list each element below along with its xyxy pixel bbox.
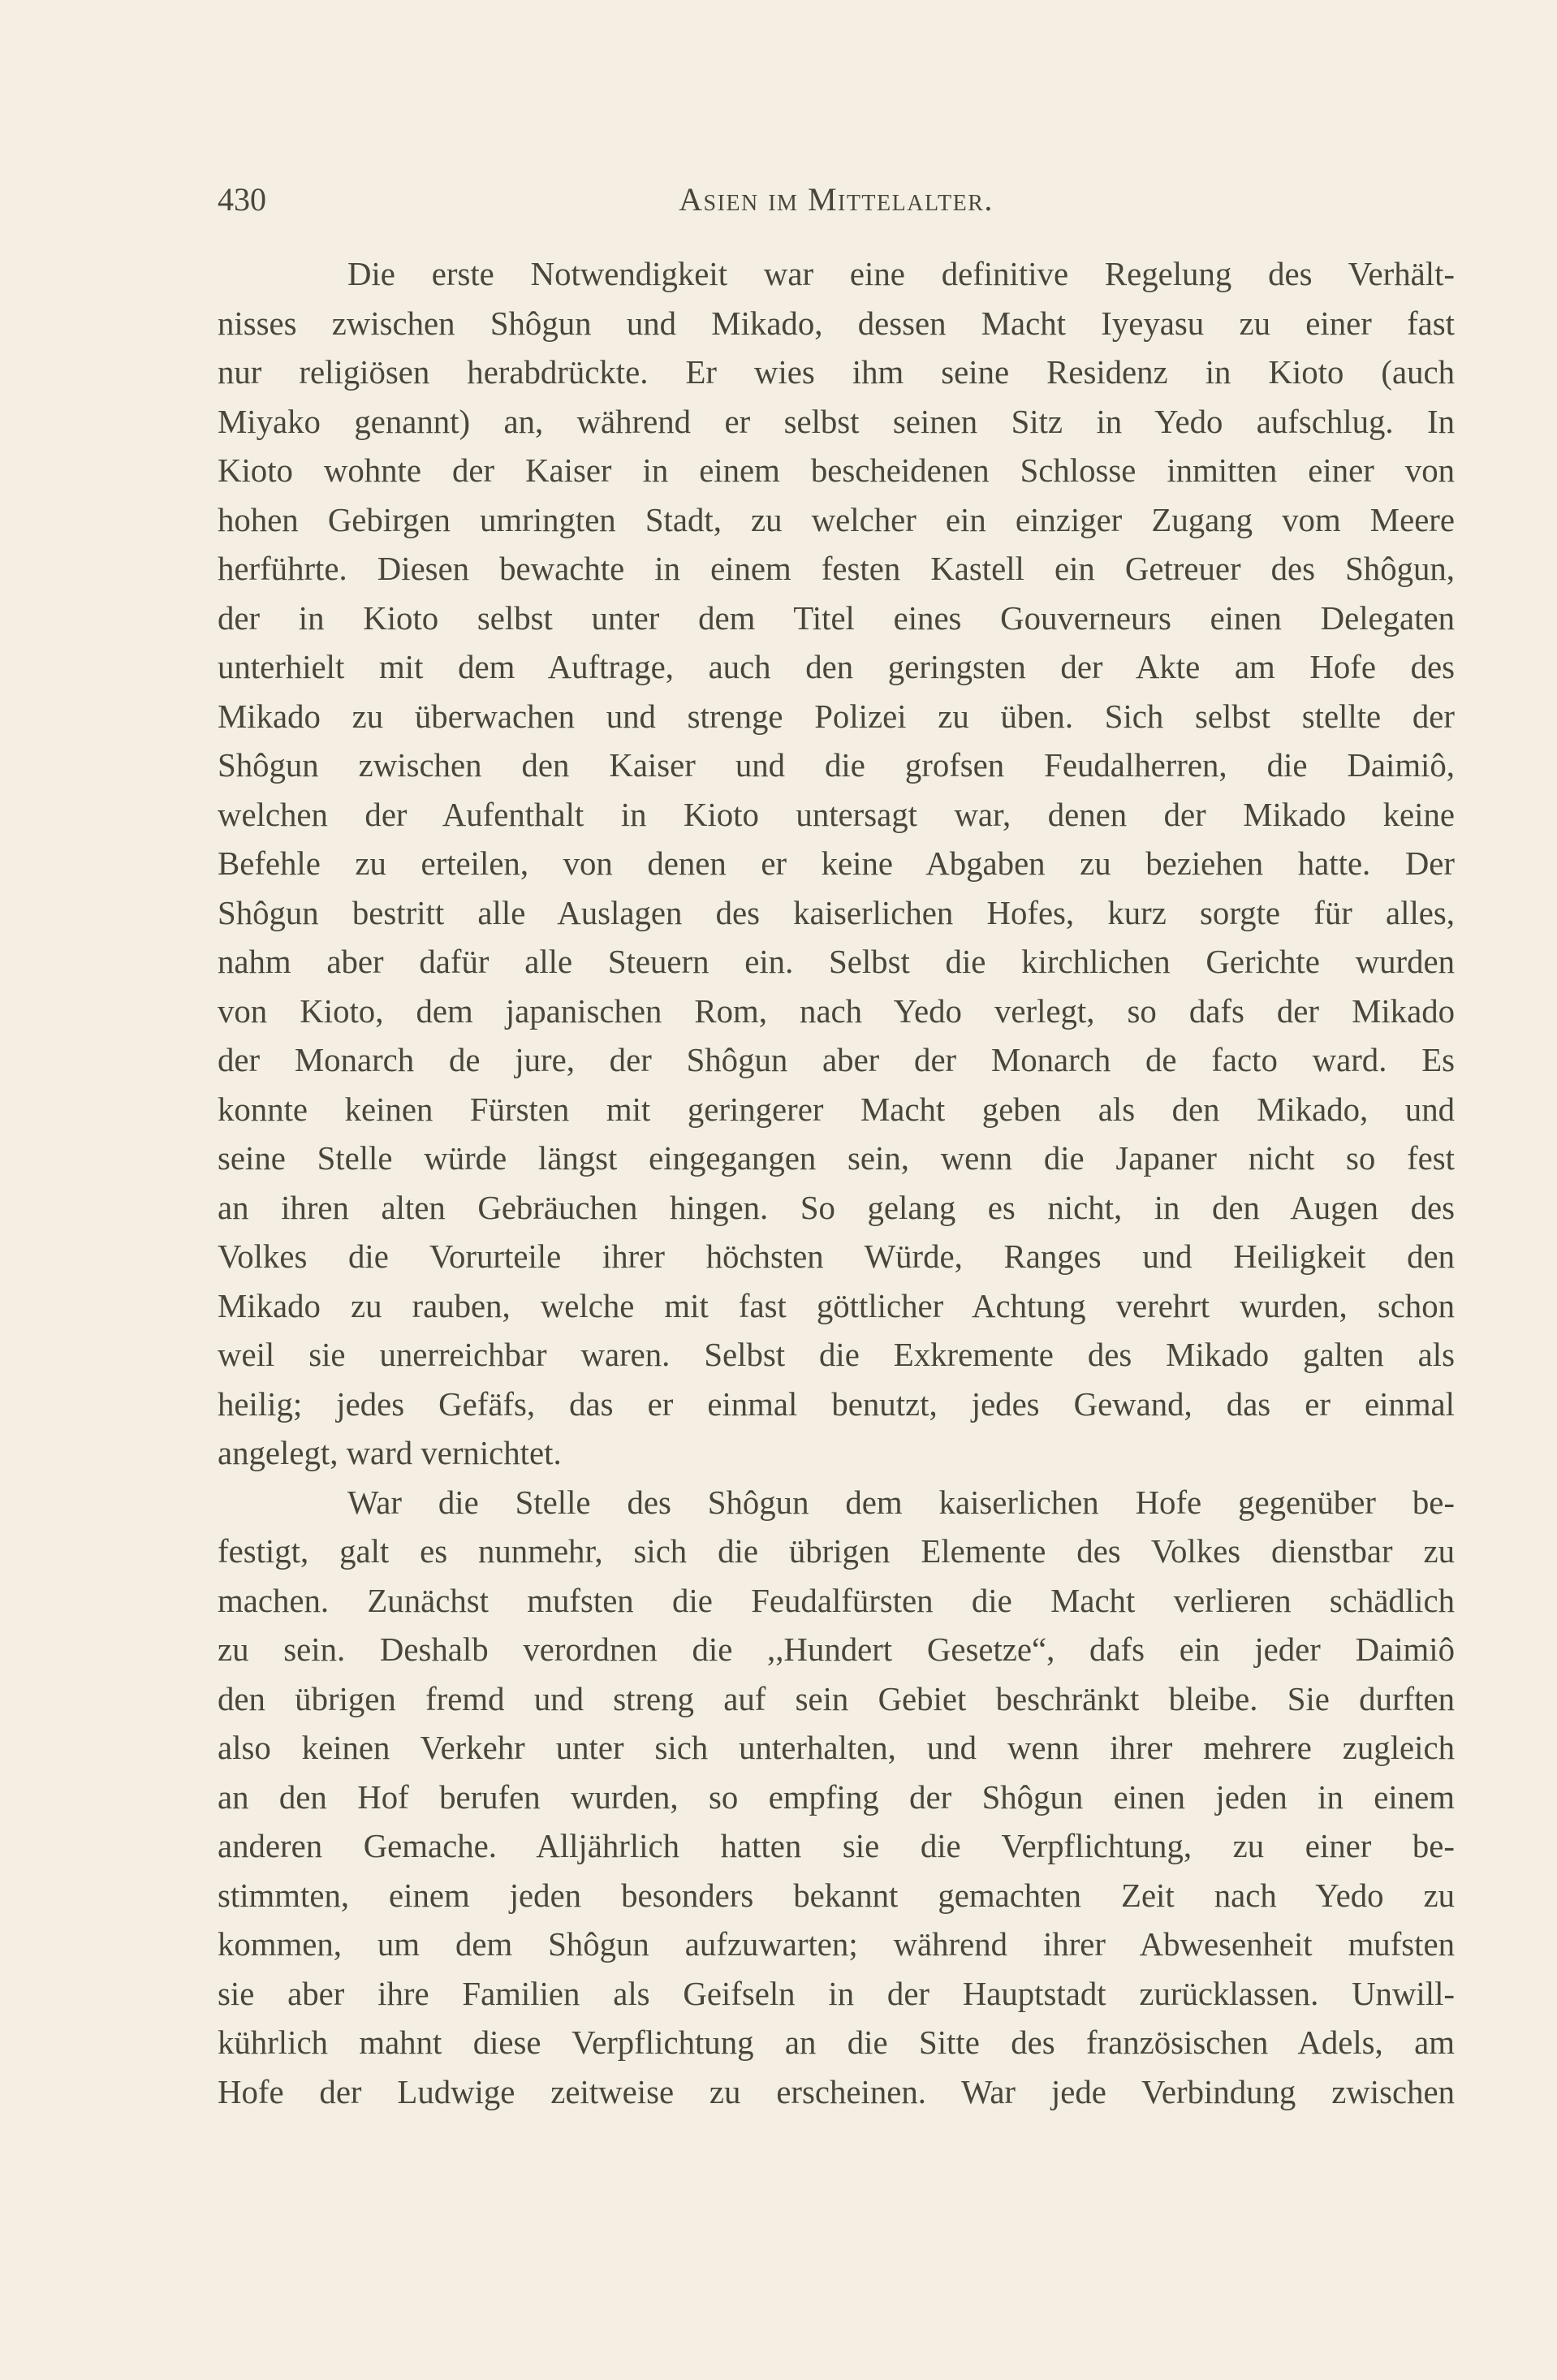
text-line: den übrigen fremd und streng auf sein Gebiet beschränkt bleibe. Sie durften [218, 1680, 1455, 1717]
text-line: Miyako genannt) an, während er selbst seinen Sitz in Yedo aufschlug. In [218, 403, 1455, 440]
paragraph [218, 250, 1455, 1479]
page-number: 430 [218, 181, 266, 218]
text-line: an ihren alten Gebräuchen hingen. So gelang es nicht, in den Augen des [218, 1189, 1455, 1226]
text-line: der in Kioto selbst unter dem Titel eines Gouverneurs einen Delegaten [218, 599, 1455, 637]
text-line: Mikado zu rauben, welche mit fast göttlicher Achtung verehrt wurden, schon [218, 1287, 1455, 1324]
text-line: kommen, um dem Shôgun aufzuwarten; während ihrer Abwesenheit mufsten [218, 1926, 1455, 1963]
text-line: anderen Gemache. Alljährlich hatten sie die Verpflichtung, zu einer be- [218, 1828, 1455, 1864]
text-line: Befehle zu erteilen, von denen er keine Abgaben zu beziehen hatte. Der [218, 845, 1455, 882]
text-line: Kioto wohnte der Kaiser in einem bescheidenen Schlosse inmitten einer von [218, 452, 1455, 489]
text-line: Mikado zu überwachen und strenge Polizei zu üben. Sich selbst stellte der [218, 698, 1455, 735]
paragraph [218, 1479, 1455, 2118]
text-line: von Kioto, dem japanischen Rom, nach Yedo verlegt, so dafs der Mikado [218, 992, 1455, 1030]
text-line: sie aber ihre Familien als Geifseln in der Hauptstadt zurücklassen. Unwill- [218, 1975, 1455, 2012]
text-line: konnte keinen Fürsten mit geringerer Macht geben als den Mikado, und [218, 1091, 1455, 1128]
text-line: Shôgun zwischen den Kaiser und die grofsen Feudalherren, die Daimiô, [218, 747, 1455, 784]
text-line: War die Stelle des Shôgun dem kaiserlichen Hofe gegenüber be- [347, 1484, 1455, 1521]
text-line: kührlich mahnt diese Verpflichtung an die Sitte des französischen Adels, am [218, 2024, 1455, 2061]
text-line: herführte. Diesen bewachte in einem festen Kastell ein Getreuer des Shôgun, [218, 551, 1455, 587]
text-line: angelegt, ward vernichtet. [218, 1435, 562, 1471]
text-line: nur religiösen herabdrückte. Er wies ihm seine Residenz in Kioto (auch [218, 354, 1455, 391]
page-header [218, 177, 1455, 222]
body-text [218, 250, 1455, 2117]
text-line: stimmten, einem jeden besonders bekannt gemachten Zeit nach Yedo zu [218, 1877, 1455, 1914]
text-line: machen. Zunächst mufsten die Feudalfürsten die Macht verlieren schädlich [218, 1582, 1455, 1619]
text-line: weil sie unerreichbar waren. Selbst die Exkremente des Mikado galten als [218, 1337, 1455, 1373]
text-line: nahm aber dafür alle Steuern ein. Selbst die kirchlichen Gerichte wurden [218, 944, 1455, 980]
text-line: Hofe der Ludwige zeitweise zu erscheinen. War jede Verbindung zwischen [218, 2073, 1455, 2110]
text-line: Die erste Notwendigkeit war eine definitive Regelung des Verhält- [347, 256, 1455, 292]
text-line: festigt, galt es nunmehr, sich die übrigen Elemente des Volkes dienstbar zu [218, 1533, 1455, 1570]
text-line: seine Stelle würde längst eingegangen sein, wenn die Japaner nicht so fest [218, 1140, 1455, 1177]
text-line: der Monarch de jure, der Shôgun aber der Monarch de facto ward. Es [218, 1042, 1455, 1078]
text-line: an den Hof berufen wurden, so empfing der Shôgun einen jeden in einem [218, 1778, 1455, 1816]
text-line: zu sein. Deshalb verordnen die ,,Hundert Gesetze“, dafs ein jeder Daimiô [218, 1631, 1455, 1668]
text-line: heilig; jedes Gefäfs, das er einmal benutzt, jedes Gewand, das er einmal [218, 1385, 1455, 1423]
text-line: also keinen Verkehr unter sich unterhalten, und wenn ihrer mehrere zugleich [218, 1730, 1455, 1766]
text-line: welchen der Aufenthalt in Kioto untersagt war, denen der Mikado keine [218, 796, 1455, 833]
text-line: Shôgun bestritt alle Auslagen des kaiserlichen Hofes, kurz sorgte für alles, [218, 894, 1455, 931]
text-line: unterhielt mit dem Auftrage, auch den geringsten der Akte am Hofe des [218, 649, 1455, 685]
text-line: nisses zwischen Shôgun und Mikado, dessen Macht Iyeyasu zu einer fast [218, 305, 1455, 342]
text-line: Volkes die Vorurteile ihrer höchsten Würde, Ranges und Heiligkeit den [218, 1238, 1455, 1275]
text-line: hohen Gebirgen umringten Stadt, zu welcher ein einziger Zugang vom Meere [218, 501, 1455, 538]
running-title: Asien im Mittelalter. [679, 181, 994, 218]
